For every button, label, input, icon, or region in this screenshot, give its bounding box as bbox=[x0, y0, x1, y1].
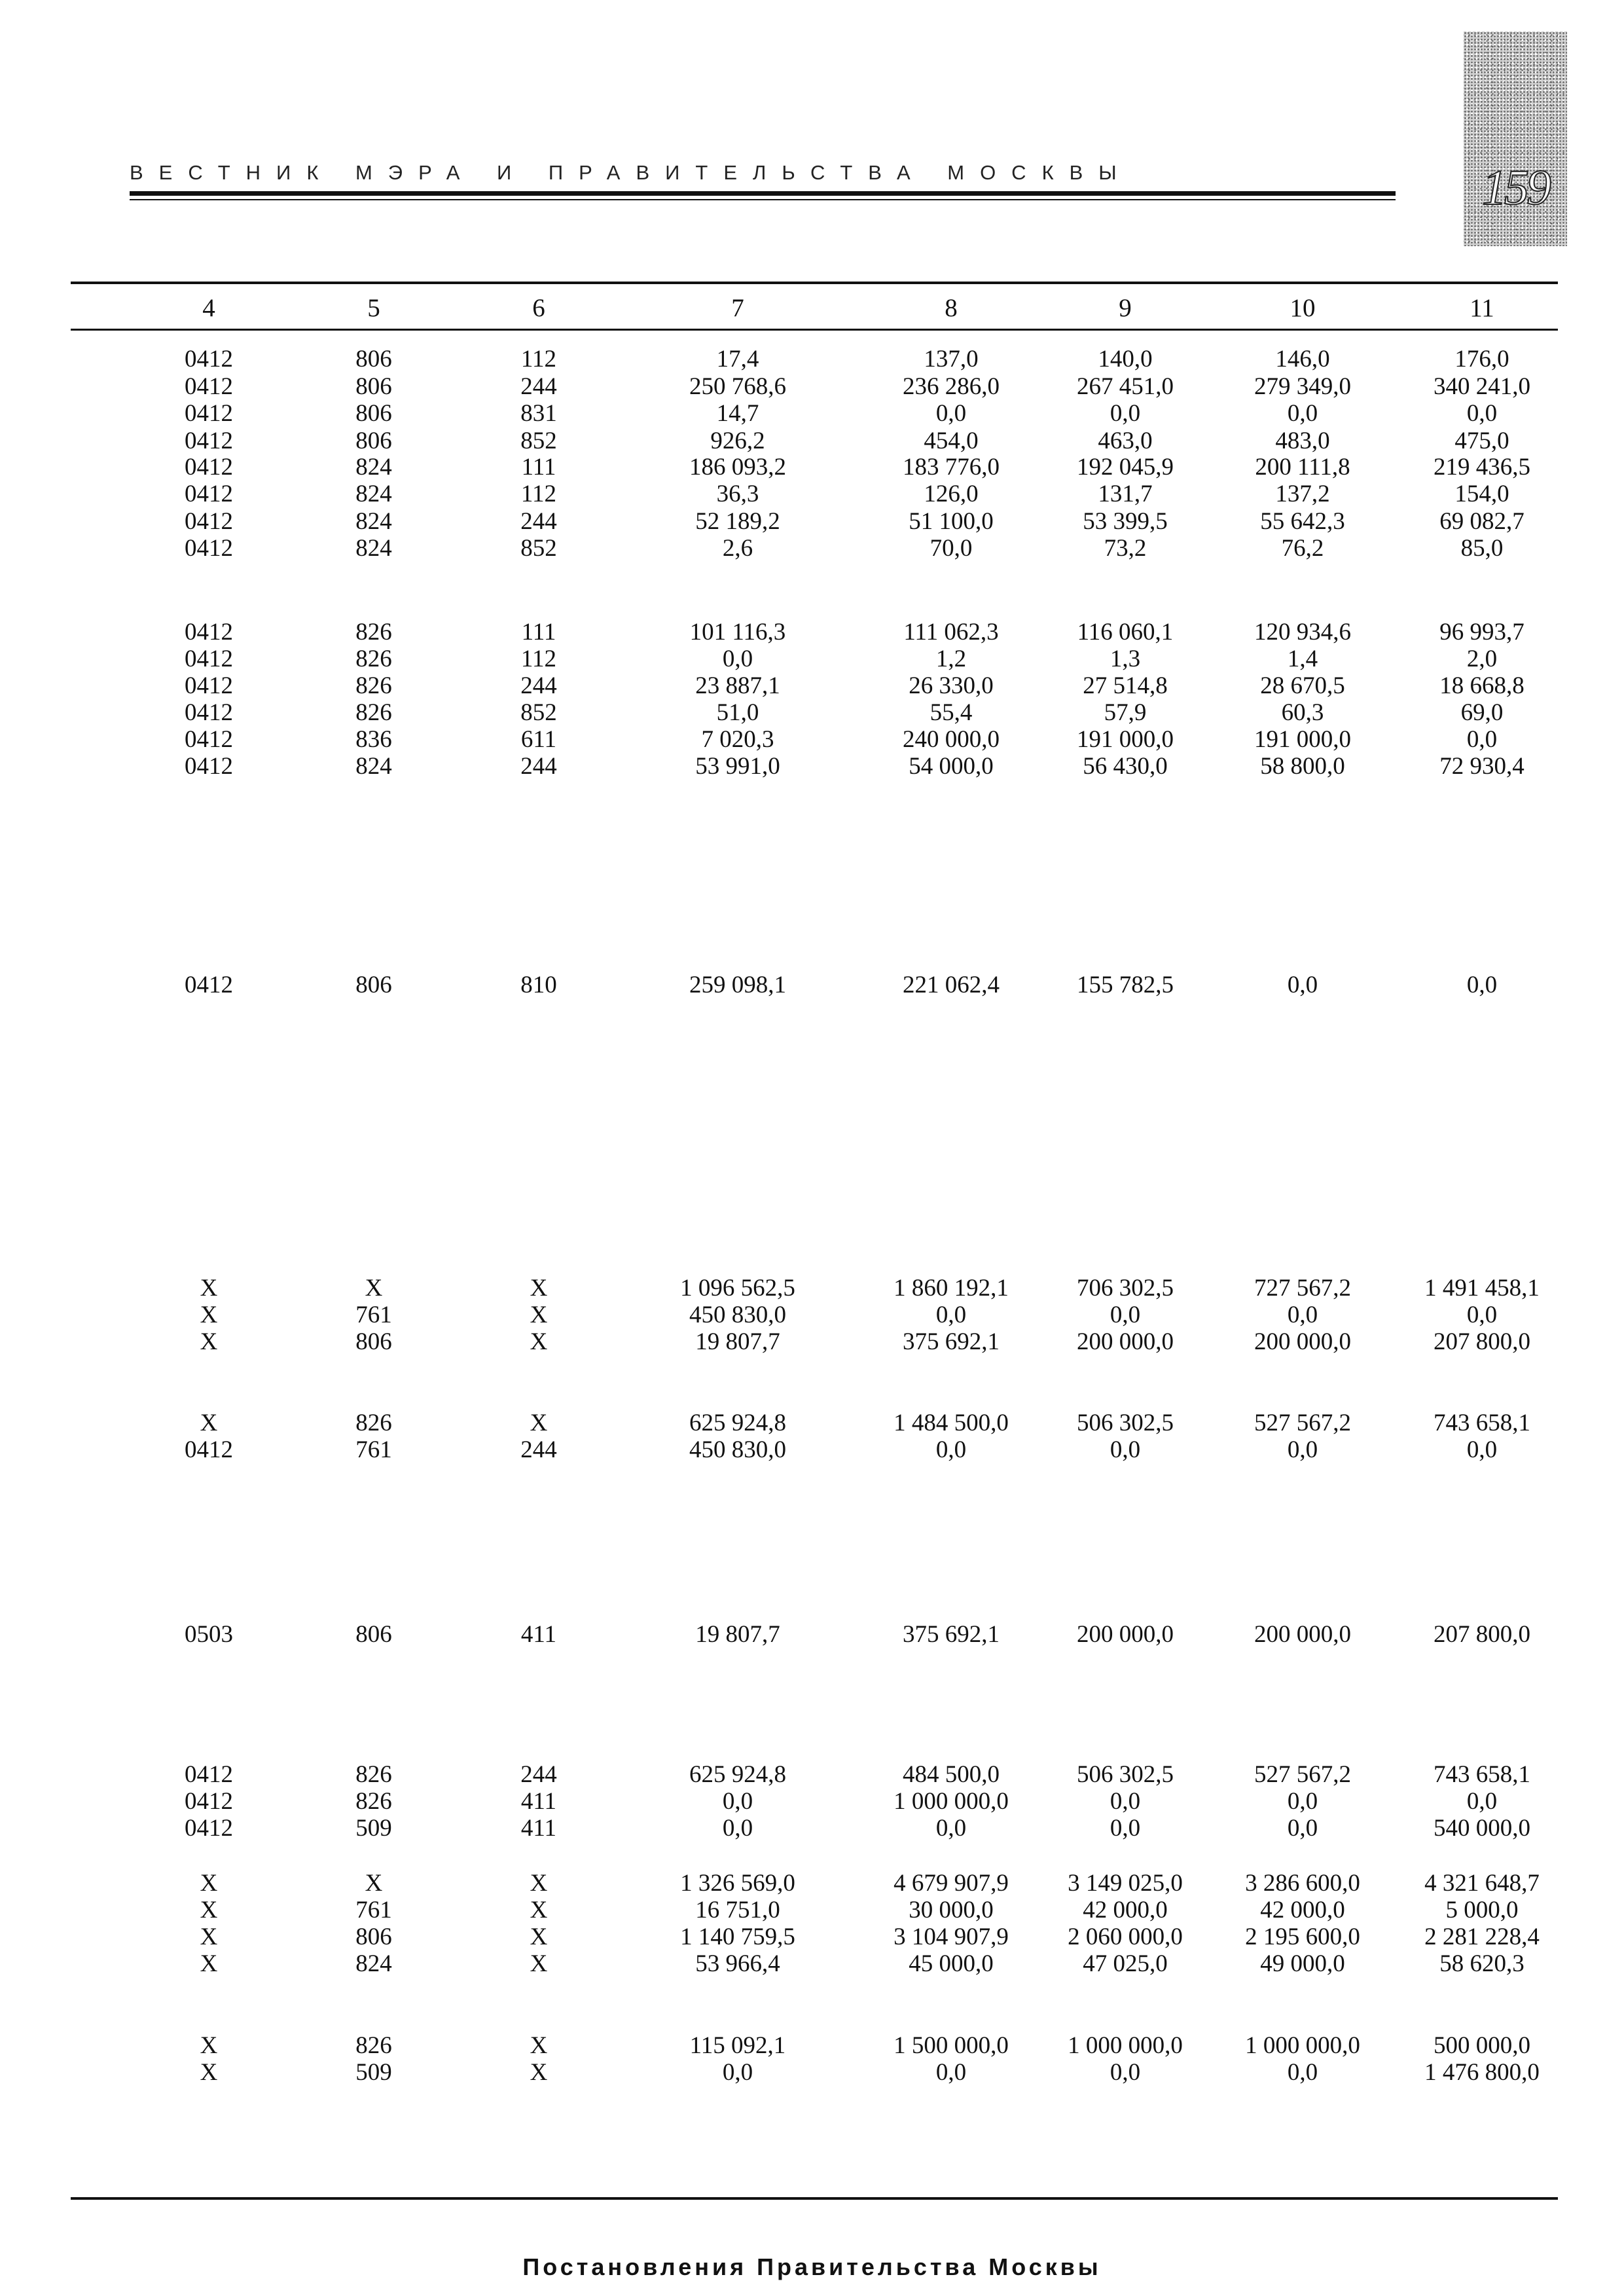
table-cell-col-4: 0412 bbox=[185, 1436, 233, 1463]
table-cell-col-7: 7 020,3 bbox=[701, 726, 774, 753]
table-cell-col-11: 219 436,5 bbox=[1434, 454, 1530, 481]
table-cell-col-7: 52 189,2 bbox=[695, 508, 780, 535]
table-cell-col-7: 115 092,1 bbox=[689, 2032, 786, 2059]
table-cell-col-6: 112 bbox=[520, 346, 557, 373]
table-row bbox=[0, 1815, 1624, 1842]
table-cell-col-10: 0,0 bbox=[1287, 400, 1318, 427]
table-row bbox=[0, 1950, 1624, 1978]
table-cell-col-6: 244 bbox=[520, 1761, 557, 1788]
table-cell-col-9: 0,0 bbox=[1110, 1436, 1141, 1463]
table-cell-col-8: 111 062,3 bbox=[903, 619, 999, 646]
table-row bbox=[0, 481, 1624, 508]
page-number: 159 bbox=[1482, 160, 1549, 215]
table-cell-col-5: 824 bbox=[355, 481, 392, 507]
table-cell-col-6: 111 bbox=[521, 454, 556, 481]
table-row bbox=[0, 753, 1624, 780]
table-cell-col-6: 244 bbox=[520, 373, 557, 400]
table-cell-col-4: X bbox=[200, 1897, 218, 1923]
table-header-row bbox=[0, 295, 1624, 321]
table-cell-col-9: 47 025,0 bbox=[1083, 1950, 1168, 1977]
table-cell-col-7: 0,0 bbox=[722, 2059, 753, 2086]
table-cell-col-4: 0412 bbox=[185, 672, 233, 699]
table-cell-col-9: 0,0 bbox=[1110, 1815, 1141, 1842]
table-cell-col-11: 58 620,3 bbox=[1439, 1950, 1525, 1977]
table-cell-col-9: 463,0 bbox=[1098, 428, 1153, 454]
table-cell-col-8: 0,0 bbox=[935, 1436, 967, 1463]
table-cell-col-9: 27 514,8 bbox=[1083, 672, 1168, 699]
table-cell-col-4: 0412 bbox=[185, 454, 233, 481]
table-cell-col-6: X bbox=[530, 1410, 548, 1436]
table-cell-col-7: 19 807,7 bbox=[695, 1328, 780, 1355]
table-cell-col-4: 0412 bbox=[185, 481, 233, 507]
table-cell-col-5: 826 bbox=[355, 2032, 392, 2059]
table-cell-col-9: 706 302,5 bbox=[1077, 1275, 1174, 1302]
table-cell-col-6: 111 bbox=[521, 619, 556, 646]
table-cell-col-11: 72 930,4 bbox=[1439, 753, 1525, 780]
table-cell-col-10: 3 286 600,0 bbox=[1245, 1870, 1360, 1897]
table-cell-col-11: 176,0 bbox=[1454, 346, 1509, 373]
table-cell-col-8: 30 000,0 bbox=[909, 1897, 994, 1923]
table-cell-col-6: 831 bbox=[520, 400, 557, 427]
table-cell-col-5: 826 bbox=[355, 672, 392, 699]
table-cell-col-8: 26 330,0 bbox=[909, 672, 994, 699]
table-row bbox=[0, 1275, 1624, 1302]
table-cell-col-7: 1 096 562,5 bbox=[680, 1275, 795, 1302]
table-cell-col-7: 53 966,4 bbox=[695, 1950, 780, 1977]
table-row bbox=[0, 1621, 1624, 1649]
table-cell-col-11: 743 658,1 bbox=[1434, 1761, 1530, 1788]
table-cell-col-11: 85,0 bbox=[1460, 535, 1504, 562]
table-cell-col-11: 0,0 bbox=[1466, 400, 1498, 427]
header-rule-thin bbox=[130, 199, 1396, 200]
table-cell-col-9: 506 302,5 bbox=[1077, 1761, 1174, 1788]
table-cell-col-6: 852 bbox=[520, 535, 557, 562]
table-cell-col-6: 244 bbox=[520, 672, 557, 699]
table-cell-col-7: 1 140 759,5 bbox=[680, 1923, 795, 1950]
table-cell-col-7: 0,0 bbox=[722, 1788, 753, 1815]
table-cell-col-8: 221 062,4 bbox=[903, 972, 1000, 998]
table-cell-col-4: 0412 bbox=[185, 753, 233, 780]
table-cell-col-8: 0,0 bbox=[935, 1815, 967, 1842]
table-cell-col-9: 42 000,0 bbox=[1083, 1897, 1168, 1923]
table-cell-col-9: 0,0 bbox=[1110, 1302, 1141, 1328]
table-cell-col-6: 244 bbox=[520, 1436, 557, 1463]
table-cell-col-10: 2 195 600,0 bbox=[1245, 1923, 1360, 1950]
table-cell-col-5: 806 bbox=[355, 400, 392, 427]
table-cell-col-8: 55,4 bbox=[929, 699, 973, 726]
table-cell-col-5: X bbox=[365, 1275, 383, 1302]
table-cell-col-6: 611 bbox=[520, 726, 557, 753]
table-row bbox=[0, 1897, 1624, 1924]
table-row bbox=[0, 1788, 1624, 1815]
table-cell-col-10: 483,0 bbox=[1275, 428, 1330, 454]
table-cell-col-4: 0503 bbox=[185, 1621, 233, 1648]
table-cell-col-10: 200 000,0 bbox=[1254, 1328, 1351, 1355]
table-row bbox=[0, 1436, 1624, 1464]
table-cell-col-8: 0,0 bbox=[935, 1302, 967, 1328]
table-cell-col-11: 154,0 bbox=[1454, 481, 1509, 507]
table-cell-col-9: 192 045,9 bbox=[1077, 454, 1174, 481]
table-cell-col-8: 375 692,1 bbox=[903, 1328, 1000, 1355]
table-cell-col-5: 806 bbox=[355, 346, 392, 373]
table-cell-col-8: 484 500,0 bbox=[903, 1761, 1000, 1788]
table-row bbox=[0, 508, 1624, 536]
table-cell-col-9: 267 451,0 bbox=[1077, 373, 1174, 400]
table-cell-col-4: 0412 bbox=[185, 699, 233, 726]
column-header-11: 11 bbox=[1470, 294, 1494, 322]
table-row bbox=[0, 454, 1624, 481]
table-cell-col-10: 49 000,0 bbox=[1260, 1950, 1345, 1977]
table-cell-col-9: 0,0 bbox=[1110, 2059, 1141, 2086]
table-cell-col-10: 0,0 bbox=[1287, 972, 1318, 998]
table-cell-col-10: 0,0 bbox=[1287, 1302, 1318, 1328]
table-cell-col-5: 806 bbox=[355, 1328, 392, 1355]
table-cell-col-9: 56 430,0 bbox=[1083, 753, 1168, 780]
table-cell-col-11: 207 800,0 bbox=[1434, 1621, 1530, 1648]
header-rule-thick bbox=[130, 191, 1396, 196]
table-cell-col-7: 53 991,0 bbox=[695, 753, 780, 780]
table-cell-col-9: 200 000,0 bbox=[1077, 1328, 1174, 1355]
table-cell-col-4: X bbox=[200, 1950, 218, 1977]
header-title: ВЕСТНИК МЭРА И ПРАВИТЕЛЬСТВА МОСКВЫ bbox=[130, 161, 1132, 184]
table-cell-col-11: 0,0 bbox=[1466, 972, 1498, 998]
table-cell-col-9: 116 060,1 bbox=[1077, 619, 1174, 646]
table-cell-col-7: 625 924,8 bbox=[689, 1761, 786, 1788]
table-cell-col-9: 53 399,5 bbox=[1083, 508, 1168, 535]
table-cell-col-11: 2,0 bbox=[1466, 646, 1498, 672]
table-cell-col-7: 14,7 bbox=[716, 400, 759, 427]
table-cell-col-10: 200 111,8 bbox=[1255, 454, 1350, 481]
table-cell-col-10: 146,0 bbox=[1275, 346, 1330, 373]
table-cell-col-9: 73,2 bbox=[1104, 535, 1147, 562]
table-cell-col-7: 450 830,0 bbox=[689, 1436, 786, 1463]
table-cell-col-7: 51,0 bbox=[716, 699, 759, 726]
table-cell-col-5: X bbox=[365, 1870, 383, 1897]
table-row bbox=[0, 428, 1624, 455]
table-cell-col-6: X bbox=[530, 1950, 548, 1977]
table-cell-col-7: 1 326 569,0 bbox=[680, 1870, 795, 1897]
table-cell-col-6: X bbox=[530, 1870, 548, 1897]
table-cell-col-4: 0412 bbox=[185, 373, 233, 400]
table-cell-col-9: 506 302,5 bbox=[1077, 1410, 1174, 1436]
table-cell-col-7: 0,0 bbox=[722, 1815, 753, 1842]
table-cell-col-9: 1,3 bbox=[1110, 646, 1141, 672]
column-header-6: 6 bbox=[532, 294, 545, 322]
table-cell-col-11: 0,0 bbox=[1466, 1302, 1498, 1328]
table-cell-col-10: 55 642,3 bbox=[1260, 508, 1345, 535]
table-cell-col-4: X bbox=[200, 2059, 218, 2086]
table-cell-col-8: 0,0 bbox=[935, 2059, 967, 2086]
table-cell-col-8: 70,0 bbox=[929, 535, 973, 562]
table-cell-col-4: X bbox=[200, 1923, 218, 1950]
table-cell-col-4: 0412 bbox=[185, 535, 233, 562]
table-cell-col-8: 0,0 bbox=[935, 400, 967, 427]
table-row bbox=[0, 346, 1624, 373]
table-cell-col-10: 279 349,0 bbox=[1254, 373, 1351, 400]
table-cell-col-9: 0,0 bbox=[1110, 1788, 1141, 1815]
table-row bbox=[0, 2032, 1624, 2060]
table-cell-col-6: 810 bbox=[520, 972, 557, 998]
table-cell-col-7: 250 768,6 bbox=[689, 373, 786, 400]
table-cell-col-7: 16 751,0 bbox=[695, 1897, 780, 1923]
table-cell-col-10: 191 000,0 bbox=[1254, 726, 1351, 753]
table-cell-col-11: 1 491 458,1 bbox=[1424, 1275, 1540, 1302]
table-cell-col-5: 826 bbox=[355, 646, 392, 672]
table-cell-col-10: 42 000,0 bbox=[1260, 1897, 1345, 1923]
table-cell-col-10: 0,0 bbox=[1287, 1815, 1318, 1842]
table-cell-col-9: 191 000,0 bbox=[1077, 726, 1174, 753]
table-cell-col-8: 4 679 907,9 bbox=[893, 1870, 1009, 1897]
table-cell-col-5: 824 bbox=[355, 535, 392, 562]
table-cell-col-5: 509 bbox=[355, 2059, 392, 2086]
table-cell-col-8: 240 000,0 bbox=[903, 726, 1000, 753]
table-bottom-rule bbox=[71, 2197, 1558, 2200]
table-row bbox=[0, 1302, 1624, 1329]
table-cell-col-4: X bbox=[200, 1870, 218, 1897]
table-cell-col-5: 761 bbox=[355, 1302, 392, 1328]
table-cell-col-11: 1 476 800,0 bbox=[1424, 2059, 1540, 2086]
table-cell-col-5: 836 bbox=[355, 726, 392, 753]
table-cell-col-6: X bbox=[530, 1923, 548, 1950]
table-cell-col-4: X bbox=[200, 1410, 218, 1436]
table-cell-col-8: 1 500 000,0 bbox=[893, 2032, 1009, 2059]
table-cell-col-6: 112 bbox=[520, 646, 557, 672]
table-cell-col-9: 0,0 bbox=[1110, 400, 1141, 427]
table-cell-col-4: 0412 bbox=[185, 1788, 233, 1815]
table-cell-col-4: 0412 bbox=[185, 972, 233, 998]
table-cell-col-8: 1 860 192,1 bbox=[893, 1275, 1009, 1302]
table-cell-col-11: 0,0 bbox=[1466, 1788, 1498, 1815]
table-cell-col-6: 411 bbox=[520, 1788, 557, 1815]
table-cell-col-6: X bbox=[530, 2059, 548, 2086]
table-cell-col-5: 806 bbox=[355, 373, 392, 400]
table-row bbox=[0, 1870, 1624, 1897]
table-cell-col-7: 17,4 bbox=[716, 346, 759, 373]
table-cell-col-10: 527 567,2 bbox=[1254, 1410, 1351, 1436]
table-cell-col-5: 824 bbox=[355, 454, 392, 481]
table-cell-col-5: 509 bbox=[355, 1815, 392, 1842]
table-cell-col-6: X bbox=[530, 1275, 548, 1302]
table-cell-col-10: 76,2 bbox=[1281, 535, 1324, 562]
table-row bbox=[0, 400, 1624, 428]
table-cell-col-4: X bbox=[200, 2032, 218, 2059]
table-row bbox=[0, 535, 1624, 562]
table-row bbox=[0, 972, 1624, 999]
table-cell-col-5: 806 bbox=[355, 1923, 392, 1950]
table-cell-col-4: X bbox=[200, 1328, 218, 1355]
table-row bbox=[0, 619, 1624, 646]
table-cell-col-11: 0,0 bbox=[1466, 1436, 1498, 1463]
table-cell-col-10: 527 567,2 bbox=[1254, 1761, 1351, 1788]
table-row bbox=[0, 373, 1624, 401]
table-cell-col-4: 0412 bbox=[185, 1815, 233, 1842]
table-cell-col-7: 101 116,3 bbox=[689, 619, 786, 646]
table-cell-col-11: 96 993,7 bbox=[1439, 619, 1525, 646]
table-cell-col-4: 0412 bbox=[185, 619, 233, 646]
table-cell-col-11: 2 281 228,4 bbox=[1424, 1923, 1540, 1950]
table-cell-col-5: 761 bbox=[355, 1897, 392, 1923]
table-cell-col-10: 0,0 bbox=[1287, 1788, 1318, 1815]
table-cell-col-4: X bbox=[200, 1275, 218, 1302]
table-cell-col-10: 200 000,0 bbox=[1254, 1621, 1351, 1648]
table-cell-col-6: 411 bbox=[520, 1621, 557, 1648]
table-cell-col-5: 761 bbox=[355, 1436, 392, 1463]
table-cell-col-11: 500 000,0 bbox=[1434, 2032, 1530, 2059]
table-cell-col-5: 824 bbox=[355, 508, 392, 535]
table-row bbox=[0, 1410, 1624, 1437]
table-row bbox=[0, 1923, 1624, 1951]
table-cell-col-11: 340 241,0 bbox=[1434, 373, 1530, 400]
table-cell-col-7: 0,0 bbox=[722, 646, 753, 672]
table-cell-col-6: 852 bbox=[520, 428, 557, 454]
table-cell-col-8: 1 000 000,0 bbox=[893, 1788, 1009, 1815]
table-cell-col-6: 112 bbox=[520, 481, 557, 507]
column-header-4: 4 bbox=[202, 294, 215, 322]
table-cell-col-9: 1 000 000,0 bbox=[1068, 2032, 1183, 2059]
table-row bbox=[0, 672, 1624, 700]
table-cell-col-8: 236 286,0 bbox=[903, 373, 1000, 400]
table-cell-col-8: 1 484 500,0 bbox=[893, 1410, 1009, 1436]
table-cell-col-5: 826 bbox=[355, 699, 392, 726]
table-cell-col-8: 54 000,0 bbox=[909, 753, 994, 780]
table-cell-col-10: 60,3 bbox=[1281, 699, 1324, 726]
table-cell-col-10: 0,0 bbox=[1287, 1436, 1318, 1463]
table-cell-col-8: 3 104 907,9 bbox=[893, 1923, 1009, 1950]
table-cell-col-5: 826 bbox=[355, 1410, 392, 1436]
table-cell-col-7: 625 924,8 bbox=[689, 1410, 786, 1436]
table-cell-col-10: 727 567,2 bbox=[1254, 1275, 1351, 1302]
table-cell-col-8: 137,0 bbox=[924, 346, 979, 373]
column-header-7: 7 bbox=[731, 294, 744, 322]
table-cell-col-6: 244 bbox=[520, 753, 557, 780]
table-cell-col-5: 806 bbox=[355, 972, 392, 998]
table-header-rule bbox=[71, 329, 1558, 331]
column-header-8: 8 bbox=[945, 294, 958, 322]
table-cell-col-7: 19 807,7 bbox=[695, 1621, 780, 1648]
footer-title: Постановления Правительства Москвы bbox=[522, 2253, 1102, 2280]
table-cell-col-8: 45 000,0 bbox=[909, 1950, 994, 1977]
table-cell-col-7: 2,6 bbox=[722, 535, 753, 562]
table-row bbox=[0, 1328, 1624, 1356]
table-cell-col-10: 58 800,0 bbox=[1260, 753, 1345, 780]
table-cell-col-9: 57,9 bbox=[1104, 699, 1147, 726]
table-cell-col-10: 120 934,6 bbox=[1254, 619, 1351, 646]
table-row bbox=[0, 699, 1624, 727]
table-cell-col-9: 3 149 025,0 bbox=[1068, 1870, 1183, 1897]
table-cell-col-7: 926,2 bbox=[710, 428, 765, 454]
table-cell-col-11: 743 658,1 bbox=[1434, 1410, 1530, 1436]
table-cell-col-6: 244 bbox=[520, 508, 557, 535]
table-cell-col-5: 824 bbox=[355, 1950, 392, 1977]
table-cell-col-8: 51 100,0 bbox=[909, 508, 994, 535]
table-cell-col-5: 806 bbox=[355, 428, 392, 454]
table-cell-col-7: 450 830,0 bbox=[689, 1302, 786, 1328]
table-cell-col-7: 36,3 bbox=[716, 481, 759, 507]
table-cell-col-4: 0412 bbox=[185, 1761, 233, 1788]
table-row bbox=[0, 726, 1624, 754]
table-cell-col-10: 28 670,5 bbox=[1260, 672, 1345, 699]
table-top-rule bbox=[71, 282, 1558, 284]
table-cell-col-10: 1 000 000,0 bbox=[1245, 2032, 1360, 2059]
table-cell-col-4: 0412 bbox=[185, 346, 233, 373]
table-cell-col-8: 183 776,0 bbox=[903, 454, 1000, 481]
table-row bbox=[0, 1761, 1624, 1789]
table-cell-col-4: 0412 bbox=[185, 646, 233, 672]
table-cell-col-11: 69,0 bbox=[1460, 699, 1504, 726]
table-cell-col-7: 23 887,1 bbox=[695, 672, 780, 699]
table-cell-col-4: X bbox=[200, 1302, 218, 1328]
table-cell-col-9: 2 060 000,0 bbox=[1068, 1923, 1183, 1950]
table-cell-col-11: 4 321 648,7 bbox=[1424, 1870, 1540, 1897]
column-header-9: 9 bbox=[1119, 294, 1132, 322]
table-cell-col-11: 207 800,0 bbox=[1434, 1328, 1530, 1355]
column-header-5: 5 bbox=[367, 294, 380, 322]
table-cell-col-6: X bbox=[530, 1302, 548, 1328]
table-cell-col-10: 1,4 bbox=[1287, 646, 1318, 672]
table-cell-col-8: 454,0 bbox=[924, 428, 979, 454]
table-cell-col-4: 0412 bbox=[185, 508, 233, 535]
table-cell-col-10: 137,2 bbox=[1275, 481, 1330, 507]
table-cell-col-5: 806 bbox=[355, 1621, 392, 1648]
table-cell-col-4: 0412 bbox=[185, 400, 233, 427]
table-cell-col-11: 540 000,0 bbox=[1434, 1815, 1530, 1842]
table-cell-col-11: 18 668,8 bbox=[1439, 672, 1525, 699]
table-cell-col-6: X bbox=[530, 1897, 548, 1923]
table-cell-col-8: 126,0 bbox=[924, 481, 979, 507]
table-cell-col-7: 259 098,1 bbox=[689, 972, 786, 998]
table-cell-col-5: 826 bbox=[355, 619, 392, 646]
table-cell-col-9: 131,7 bbox=[1098, 481, 1153, 507]
table-cell-col-5: 824 bbox=[355, 753, 392, 780]
column-header-10: 10 bbox=[1290, 294, 1316, 322]
table-cell-col-4: 0412 bbox=[185, 726, 233, 753]
table-row bbox=[0, 2059, 1624, 2086]
table-row bbox=[0, 646, 1624, 673]
table-cell-col-7: 186 093,2 bbox=[689, 454, 786, 481]
table-cell-col-11: 475,0 bbox=[1454, 428, 1509, 454]
table-cell-col-8: 1,2 bbox=[935, 646, 967, 672]
table-cell-col-11: 0,0 bbox=[1466, 726, 1498, 753]
table-cell-col-6: X bbox=[530, 1328, 548, 1355]
table-cell-col-10: 0,0 bbox=[1287, 2059, 1318, 2086]
table-cell-col-6: 411 bbox=[520, 1815, 557, 1842]
table-cell-col-5: 826 bbox=[355, 1788, 392, 1815]
table-cell-col-6: 852 bbox=[520, 699, 557, 726]
table-cell-col-8: 375 692,1 bbox=[903, 1621, 1000, 1648]
table-cell-col-4: 0412 bbox=[185, 428, 233, 454]
table-cell-col-11: 69 082,7 bbox=[1439, 508, 1525, 535]
table-cell-col-9: 155 782,5 bbox=[1077, 972, 1174, 998]
table-cell-col-9: 140,0 bbox=[1098, 346, 1153, 373]
table-cell-col-5: 826 bbox=[355, 1761, 392, 1788]
table-cell-col-9: 200 000,0 bbox=[1077, 1621, 1174, 1648]
table-cell-col-6: X bbox=[530, 2032, 548, 2059]
table-cell-col-11: 5 000,0 bbox=[1445, 1897, 1519, 1923]
